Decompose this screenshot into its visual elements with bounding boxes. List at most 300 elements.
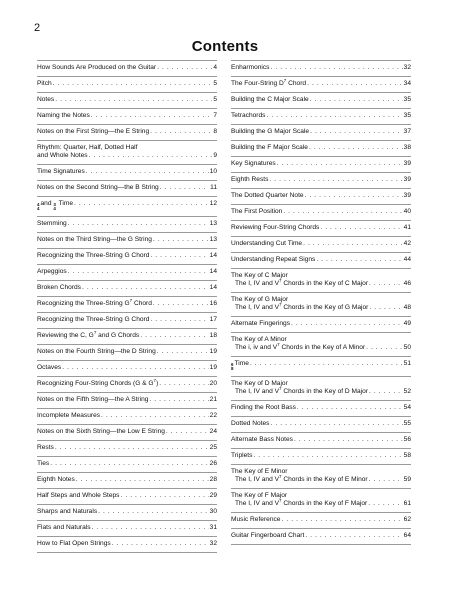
toc-entry[interactable] — [231, 157, 411, 173]
page-number: 2 — [34, 22, 41, 34]
toc-entry-title-text: The First Position — [231, 208, 283, 215]
dot-leader — [369, 388, 403, 396]
toc-entry[interactable] — [231, 221, 411, 237]
toc-entry-line — [231, 192, 411, 200]
toc-entry-line — [37, 377, 217, 388]
toc-entry[interactable] — [37, 181, 217, 197]
toc-entry-title-text: Broken Chords — [37, 283, 81, 291]
toc-entry-title — [37, 348, 156, 356]
time-signature-glyph — [37, 203, 40, 212]
meter-bottom: 4 — [37, 206, 40, 212]
toc-entry-subtitle — [231, 301, 369, 312]
toc-entry-title-text: Notes — [37, 96, 55, 103]
toc-entry[interactable] — [37, 441, 217, 457]
toc-entry-page: 54 — [403, 403, 411, 411]
toc-entry[interactable] — [231, 189, 411, 205]
dot-leader — [53, 80, 213, 88]
toc-entry-page: 19 — [209, 347, 217, 355]
toc-entry[interactable] — [37, 329, 217, 345]
dot-leader — [310, 96, 403, 104]
toc-entry-page: 21 — [209, 395, 217, 403]
toc-entry-title — [37, 364, 61, 372]
toc-entry[interactable] — [231, 433, 411, 449]
toc-entry-title-text: Building the C Major Scale — [231, 96, 309, 103]
toc-entry-page: 64 — [403, 531, 411, 539]
toc-entry-title-text: and G Chords — [96, 331, 140, 339]
toc-entry[interactable] — [37, 521, 217, 537]
toc-entry-title-text: Understanding Repeat Signs — [231, 256, 316, 263]
dot-leader — [89, 152, 213, 160]
toc-entry-page: 8 — [213, 128, 217, 135]
toc-entry[interactable] — [37, 537, 217, 553]
toc-entry-title — [231, 64, 269, 72]
toc-entry-line — [231, 96, 411, 104]
toc-entry-line — [37, 508, 217, 516]
toc-entry-line — [231, 64, 411, 72]
toc-entry-title — [37, 236, 152, 244]
toc-entry-page: 38 — [403, 144, 411, 151]
toc-entry-line — [37, 112, 217, 120]
toc-entry-title — [37, 412, 100, 420]
toc-entry-line — [37, 268, 217, 276]
dot-leader — [86, 168, 209, 176]
toc-entry-page: 13 — [209, 235, 217, 243]
toc-entry-line — [231, 112, 411, 120]
dot-leader — [269, 176, 402, 184]
toc-entry-page: 24 — [209, 427, 217, 435]
toc-entry[interactable] — [37, 489, 217, 505]
toc-entry-line — [231, 336, 411, 344]
toc-entry-line — [37, 152, 217, 160]
toc-entry-title-text: Guitar Fingerboard Chart — [231, 531, 305, 539]
dot-leader — [68, 268, 209, 276]
toc-entry[interactable] — [231, 401, 411, 417]
toc-entry[interactable] — [37, 457, 217, 473]
dot-leader — [270, 420, 402, 428]
toc-entry-page: 56 — [403, 435, 411, 443]
toc-entry-title-text: Naming the Notes — [37, 112, 90, 119]
toc-entry[interactable] — [231, 141, 411, 157]
toc-entry[interactable] — [231, 253, 411, 269]
toc-entry-page: 32 — [209, 539, 217, 547]
toc-entry[interactable] — [37, 345, 217, 361]
toc-entry-line — [231, 436, 411, 444]
toc-entry-line — [231, 420, 411, 428]
toc-entry-title-text: The Key of G Major — [231, 296, 289, 303]
toc-entry-title-text: Pitch — [37, 80, 52, 87]
toc-entry[interactable] — [231, 333, 411, 357]
toc-entry-title — [231, 420, 269, 428]
toc-entry-subtitle-text: Chords in the Key of G Major — [281, 304, 369, 311]
toc-entry-title — [37, 80, 52, 88]
toc-entry-title-text: Time — [234, 360, 249, 367]
toc-entry[interactable] — [231, 513, 411, 529]
toc-entry[interactable] — [37, 393, 217, 409]
dot-leader — [120, 492, 208, 500]
toc-entry-line — [231, 452, 411, 460]
toc-entry[interactable] — [37, 93, 217, 109]
toc-entry-page: 5 — [213, 96, 217, 103]
superscript: 7 — [153, 377, 157, 383]
toc-entry-title — [231, 112, 265, 120]
superscript: 7 — [93, 329, 97, 335]
toc-entry-title-text: Octaves — [37, 363, 62, 371]
toc-entry[interactable] — [37, 197, 217, 217]
toc-entry[interactable] — [231, 377, 411, 401]
superscript: 7 — [278, 473, 282, 479]
toc-entry-line — [37, 220, 217, 228]
dot-leader — [82, 284, 209, 292]
dot-leader — [50, 460, 208, 468]
dot-leader — [153, 236, 209, 244]
toc-entry-title-text: The Dotted Quarter Note — [231, 192, 304, 199]
dot-leader — [368, 500, 402, 508]
toc-entry[interactable] — [37, 265, 217, 281]
toc-entry-line — [231, 272, 411, 280]
toc-entry[interactable] — [231, 77, 411, 93]
toc-entry[interactable] — [37, 165, 217, 181]
toc-left-column — [37, 60, 217, 553]
dot-leader — [55, 444, 209, 452]
toc-entry-title-text: Chord — [132, 299, 152, 307]
toc-entry-page: 5 — [213, 80, 217, 87]
toc-entry[interactable] — [37, 505, 217, 521]
toc-entry-title-text: Rests — [37, 443, 54, 451]
toc-entry-title — [37, 184, 159, 192]
toc-entry-title-text: Key Signatures — [231, 160, 276, 167]
toc-entry[interactable] — [231, 357, 411, 377]
toc-entry-line — [37, 316, 217, 324]
toc-entry[interactable] — [231, 489, 411, 513]
toc-entry-line — [231, 516, 411, 524]
toc-entry-line — [37, 252, 217, 260]
toc-entry[interactable] — [231, 269, 411, 293]
toc-entry-line — [37, 284, 217, 292]
dot-leader — [294, 436, 403, 444]
dot-leader — [160, 184, 209, 192]
toc-entry-page: 46 — [403, 280, 411, 287]
toc-entry[interactable] — [37, 473, 217, 489]
toc-entry-line — [37, 396, 217, 404]
toc-entry-subtitle-text: Chords in the Key of A Minor — [279, 344, 366, 351]
toc-entry-title — [231, 224, 319, 232]
toc-entry-line — [231, 208, 411, 216]
toc-entry-page: 25 — [209, 443, 217, 451]
toc-entry-page: 48 — [403, 304, 411, 311]
dot-leader — [369, 476, 403, 484]
dot-leader — [112, 540, 209, 548]
toc-entry-title — [37, 524, 91, 532]
toc-entry-title-text: Chord — [286, 80, 307, 87]
toc-entry-line — [37, 297, 217, 308]
superscript: 7 — [283, 77, 287, 83]
toc-entry-title — [37, 297, 152, 308]
superscript: 7 — [278, 277, 282, 283]
superscript: 7 — [278, 497, 282, 503]
toc-entry-title-text: Finding the Root Bass — [231, 403, 296, 411]
toc-entry-title — [231, 360, 249, 372]
toc-entry-line — [231, 492, 411, 500]
meter-bottom: 8 — [231, 366, 234, 372]
toc-entry-line — [37, 460, 217, 468]
toc-entry-title — [37, 168, 85, 176]
toc-entry-title-text: Recognizing the Three-String G Chord — [37, 315, 150, 323]
dot-leader — [166, 428, 209, 436]
toc-entry-title — [37, 508, 97, 516]
dot-leader — [266, 112, 402, 120]
toc-entry-line — [231, 404, 411, 412]
toc-entry-title-text: Stemming — [37, 219, 67, 227]
meter-top: 4 — [37, 202, 40, 207]
dot-leader — [310, 128, 403, 136]
dot-leader — [253, 452, 402, 460]
toc-entry-line — [37, 412, 217, 420]
toc-entry-subtitle-text: The I, IV and V — [235, 387, 279, 395]
toc-entry-title-text: Enharmonics — [231, 64, 270, 71]
toc-entry-page: 20 — [209, 379, 217, 387]
toc-entry-page: 4 — [213, 64, 217, 71]
toc-entry-line — [231, 176, 411, 184]
toc-entry[interactable] — [231, 60, 411, 77]
dot-leader — [92, 524, 209, 532]
toc-entry-line — [231, 341, 411, 352]
toc-entry-title-text: Reviewing Four-String Chords — [231, 224, 320, 231]
toc-entry-line — [231, 77, 411, 88]
toc-entry-line — [37, 348, 217, 356]
toc-entry-page: 58 — [403, 451, 411, 459]
time-signature-glyph — [53, 203, 56, 212]
toc-entry-line — [231, 497, 411, 508]
dot-leader — [74, 200, 209, 208]
toc-entry[interactable] — [37, 217, 217, 233]
toc-entry[interactable] — [231, 109, 411, 125]
toc-entry[interactable] — [231, 205, 411, 221]
toc-entry-line — [37, 236, 217, 244]
toc-entry[interactable] — [231, 417, 411, 433]
toc-entry-page: 35 — [403, 96, 411, 103]
dot-leader — [277, 160, 403, 168]
toc-entry-line — [37, 540, 217, 548]
toc-entry-line — [231, 240, 411, 248]
toc-entry[interactable] — [37, 60, 217, 77]
toc-entry-title — [37, 128, 149, 136]
toc-entry[interactable] — [231, 237, 411, 253]
toc-entry-line — [37, 200, 217, 212]
toc-entry-title — [231, 436, 293, 444]
toc-entry[interactable] — [231, 93, 411, 109]
toc-entry-title — [37, 396, 148, 404]
dot-leader — [68, 220, 209, 228]
toc-entry-title — [37, 428, 165, 436]
toc-entry-title — [37, 329, 140, 340]
toc-entry-page: 19 — [209, 363, 217, 371]
toc-entry[interactable] — [37, 409, 217, 425]
toc-entry-title — [37, 460, 49, 468]
dot-leader — [250, 360, 403, 368]
toc-entry-line — [231, 296, 411, 304]
dot-leader — [283, 208, 402, 216]
toc-entry-title-text: Flats and Naturals — [37, 523, 91, 531]
dot-leader — [157, 348, 209, 356]
toc-entry-page: 61 — [403, 499, 411, 507]
toc-entry-line — [37, 476, 217, 484]
toc-entry-subtitle — [231, 385, 368, 396]
toc-entry-title-text: The Four-String D — [231, 80, 284, 87]
toc-entry-title-text: Notes on the Fifth String—the A String — [37, 395, 149, 403]
toc-entry-title — [231, 256, 315, 264]
toc-entry[interactable] — [37, 377, 217, 393]
toc-entry-title — [37, 444, 54, 452]
toc-entry-title — [231, 516, 280, 524]
toc-entry-title-text: Notes on the Second String—the B String — [37, 184, 159, 191]
dot-leader — [140, 332, 208, 340]
toc-entry[interactable] — [37, 425, 217, 441]
toc-entry[interactable] — [37, 77, 217, 93]
toc-entry-page: 7 — [213, 112, 217, 119]
toc-entry-line — [37, 428, 217, 436]
dot-leader — [91, 112, 213, 120]
toc-entry-line — [231, 128, 411, 136]
toc-entry-page: 51 — [403, 360, 411, 367]
toc-entry-title-text: Sharps and Naturals — [37, 507, 98, 515]
toc-entry-line — [37, 444, 217, 452]
dot-leader — [320, 224, 402, 232]
toc-entry-subtitle-text: Chords in the Key of D Major — [281, 387, 368, 395]
toc-entry-page: 40 — [403, 208, 411, 215]
toc-entry-page: 14 — [209, 267, 217, 275]
toc-entry-title — [37, 200, 73, 212]
dot-leader — [303, 240, 403, 248]
toc-entry-subtitle — [231, 277, 368, 288]
toc-entry-title-text: Notes on the Fourth String—the D String — [37, 347, 156, 355]
dot-leader — [316, 256, 402, 264]
toc-entry-title — [37, 64, 156, 72]
toc-entry[interactable] — [37, 313, 217, 329]
dot-leader — [366, 344, 403, 352]
toc-entry-page: 39 — [403, 192, 411, 199]
toc-entry-page: 10 — [209, 168, 217, 175]
toc-entry-page: 17 — [209, 315, 217, 323]
toc-entry-line — [37, 128, 217, 136]
toc-entry[interactable] — [231, 125, 411, 141]
toc-entry[interactable] — [37, 281, 217, 297]
toc-entry[interactable] — [231, 529, 411, 545]
toc-entry-title — [37, 540, 111, 548]
toc-entry[interactable] — [231, 293, 411, 317]
dot-leader — [98, 508, 209, 516]
toc-entry-title — [231, 176, 268, 184]
toc-entry-subtitle — [231, 473, 368, 484]
dot-leader — [305, 192, 403, 200]
toc-entry-title-text: Notes on the Third String—the G String — [37, 235, 152, 243]
toc-entry-line — [231, 380, 411, 388]
toc-entry[interactable] — [37, 109, 217, 125]
toc-entry-title — [37, 112, 90, 120]
toc-entry-title — [37, 284, 81, 292]
dot-leader — [153, 300, 209, 308]
toc-entry-line — [231, 224, 411, 232]
toc-entry[interactable] — [37, 233, 217, 249]
toc-entry-subtitle-text: Chords in the Key of F Major — [281, 499, 368, 507]
toc-entry-title-text: Recognizing the Three-String G Chord — [37, 251, 150, 259]
toc-entry-line — [37, 96, 217, 104]
toc-entry-line — [37, 184, 217, 192]
toc-entry-line — [37, 144, 217, 152]
toc-entry-page: 11 — [210, 184, 217, 191]
toc-entry-page: 44 — [403, 256, 411, 263]
toc-entry-title — [231, 96, 309, 104]
toc-entry-page: 52 — [403, 387, 411, 395]
toc-entry[interactable] — [37, 297, 217, 313]
toc-entry-page: 32 — [403, 64, 411, 71]
toc-entry-line — [231, 468, 411, 476]
toc-entry[interactable] — [231, 173, 411, 189]
toc-entry-line — [231, 532, 411, 540]
toc-entry-page: 26 — [209, 459, 217, 467]
toc-entry[interactable] — [37, 141, 217, 165]
toc-entry-page: 50 — [403, 344, 411, 351]
toc-entry-subtitle-text: The I, IV and V — [235, 499, 279, 507]
toc-entry-title — [37, 476, 75, 484]
toc-entry-page: 39 — [403, 176, 411, 183]
toc-entry-subtitle-text: Chords in the Key of E Minor — [281, 475, 368, 483]
toc-entry-title-text: Understanding Cut Time — [231, 240, 303, 247]
toc-entry-page: 29 — [209, 491, 217, 499]
dot-leader — [307, 80, 403, 88]
toc-entry[interactable] — [37, 361, 217, 377]
toc-entry-title — [37, 252, 149, 260]
toc-entry-page: 14 — [209, 251, 217, 259]
superscript: 7 — [129, 297, 133, 303]
toc-entry-subtitle — [231, 497, 368, 508]
toc-entry-title — [37, 316, 149, 324]
toc-entry-title-text: The Key of F Major — [231, 491, 288, 499]
toc-entry[interactable] — [231, 317, 411, 333]
toc-entry[interactable] — [231, 465, 411, 489]
toc-entry-title-text: The Key of D Major — [231, 379, 288, 387]
dot-leader — [291, 320, 403, 328]
toc-entry-title — [231, 240, 302, 248]
toc-entry-subtitle — [37, 152, 88, 160]
toc-entry[interactable] — [37, 125, 217, 141]
toc-entry-title-text: Reviewing the C, G — [37, 331, 94, 339]
dot-leader — [76, 476, 209, 484]
toc-entry-line — [37, 64, 217, 72]
toc-entry-title-text: Building the F Major Scale — [231, 144, 308, 151]
toc-entry-subtitle-text: and Whole Notes — [37, 152, 88, 159]
toc-entry-title-text: Arpeggios — [37, 267, 67, 275]
toc-entry-line — [37, 329, 217, 340]
toc-entry-page: 62 — [403, 515, 411, 523]
toc-entry-title — [231, 452, 252, 460]
dot-leader — [297, 404, 403, 412]
toc-entry[interactable] — [231, 449, 411, 465]
toc-entry-subtitle — [231, 341, 366, 352]
toc-entry-page: 42 — [403, 240, 411, 247]
dot-leader — [309, 144, 403, 152]
toc-entry-line — [231, 256, 411, 264]
dot-leader — [369, 304, 402, 312]
superscript: 7 — [278, 301, 282, 307]
toc-entry-title — [37, 144, 137, 152]
toc-entry[interactable] — [37, 249, 217, 265]
toc-entry-title-text: Eighth Notes — [37, 475, 75, 483]
toc-entry-page: 55 — [403, 419, 411, 427]
dot-leader — [101, 412, 209, 420]
toc-entry-title-text: Recognizing Four-String Chords (G & G — [37, 379, 154, 387]
toc-entry-title-text: Half Steps and Whole Steps — [37, 491, 120, 499]
meter-bottom: 4 — [53, 206, 56, 212]
